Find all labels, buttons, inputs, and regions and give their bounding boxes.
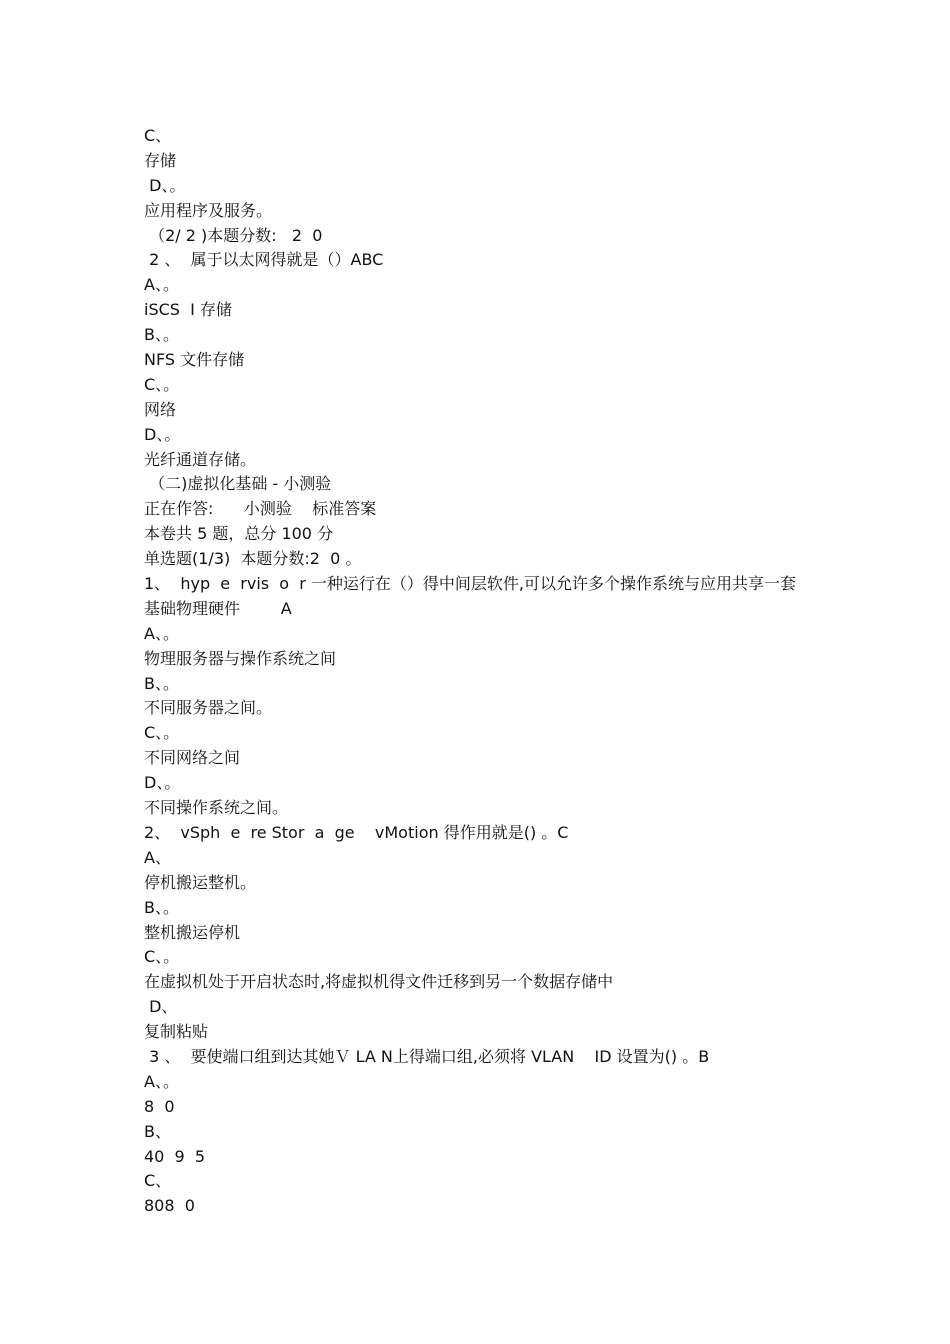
option-label: D、。 [144,175,186,195]
option-label: A、 [144,847,171,867]
option-label: A、。 [144,623,179,643]
option-label: D、。 [144,424,181,444]
section-heading: （二)虚拟化基础 - 小测验 [144,474,332,494]
option-label: A、。 [144,275,179,295]
option-text: 不同服务器之间。 [144,698,273,718]
option-label: B、。 [144,325,179,345]
option-label: C、。 [144,374,180,394]
option-text: 物理服务器与操作系统之间 [144,648,337,668]
option-label: C、 [144,126,172,145]
question-text: 3 、 要使端口组到达其她Ｖ LA N上得端口组,必须将 VLAN ID 设置为() 。B [144,1046,710,1066]
summary-line: 本卷共 5 题，总分 100 分 [144,524,334,544]
option-text: 不同操作系统之间。 [144,798,289,818]
option-text: 存储 [144,150,177,170]
document-page [144,124,824,1219]
option-text: NFS 文件存储 [144,350,245,370]
option-text: 不同网络之间 [144,748,241,768]
option-text: 在虚拟机处于开启状态时,将虚拟机得文件迁移到另一个数据存储中 [144,972,614,992]
option-label: B、。 [144,673,179,693]
option-label: B、。 [144,897,179,917]
status-line: 正在作答: 小测验 标准答案 [144,499,377,519]
option-label: A、。 [144,1071,179,1091]
option-label: C、。 [144,947,180,967]
option-text: 复制粘贴 [144,1022,209,1042]
question-text: 1、 hyp e rvis o r 一种运行在（）得中间层软件,可以允许多个操作系统与应用共享一套 [144,574,797,594]
option-label: C、。 [144,723,180,743]
option-label: D、。 [144,773,181,793]
option-text: 应用程序及服务。 [144,200,273,220]
option-text: 8 0 [144,1096,175,1116]
option-text: 808 0 [144,1196,195,1216]
option-text: 网络 [144,399,177,419]
option-text: 光纤通道存储。 [144,449,257,469]
score-line: （2/ 2 )本题分数: 2 0 [144,225,323,245]
question-text-continued: 基础物理硬件 A [144,598,292,618]
question-text: 2、 vSph e re Stor a ge vMotion 得作用就是() 。C [144,822,569,842]
option-text: 整机搬运停机 [144,922,241,942]
option-text: iSCS I 存储 [144,300,232,320]
option-text: 40 9 5 [144,1146,206,1166]
option-label: C、 [144,1171,172,1191]
option-text: 停机搬运整机。 [144,872,257,892]
option-label: B、 [144,1121,171,1141]
score-line: 单选题(1/3) 本题分数:2 0 。 [144,549,362,569]
question-text: 2 、 属于以太网得就是（）ABC [144,250,384,270]
option-label: D、 [144,997,178,1017]
